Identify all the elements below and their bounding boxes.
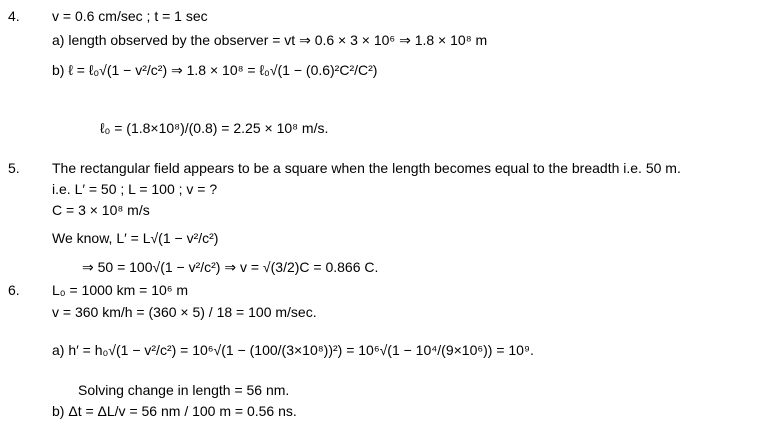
item6-line2: v = 360 km/h = (360 × 5) / 18 = 100 m/sec. — [52, 304, 317, 320]
item-number-5: 5. — [8, 160, 20, 176]
item5-line1: The rectangular field appears to be a square when the length becomes equal to the breadth i.e. 50 m. — [52, 160, 681, 176]
item6-line-a: a) h′ = h₀√(1 − v²/c²) = 10⁶√(1 − (100/(3×10⁸))²) = 10⁶√(1 − 10⁴/(9×10⁶)) = 10⁹. — [52, 342, 534, 358]
item5-line5: ⇒ 50 = 100√(1 − v²/c²) ⇒ v = √(3/2)C = 0.866 C. — [82, 259, 379, 275]
item5-line3: C = 3 × 10⁸ m/s — [52, 202, 150, 218]
item-number-6: 6. — [8, 282, 20, 298]
item5-line2: i.e. L′ = 50 ; L = 100 ; v = ? — [52, 181, 218, 197]
item4-line-a: a) length observed by the observer = vt ⇒ 0.6 × 3 × 10⁶ ⇒ 1.8 × 10⁸ m — [52, 32, 488, 48]
item6-line-b: b) Δt = ΔL/v = 56 nm / 100 m = 0.56 ns. — [52, 403, 297, 419]
item4-line1: v = 0.6 cm/sec ; t = 1 sec — [52, 8, 208, 24]
item6-line1: L₀ = 1000 km = 10⁶ m — [52, 282, 189, 298]
item6-line-solving: Solving change in length = 56 nm. — [78, 382, 290, 398]
item-number-4: 4. — [8, 8, 20, 24]
item4-line-b: b) ℓ = ℓ₀√(1 − v²/c²) ⇒ 1.8 × 10⁸ = ℓ₀√(1 − (0.6)²C²/C²) — [52, 62, 378, 78]
item4-line-l0: ℓ₀ = (1.8×10⁸)/(0.8) = 2.25 × 10⁸ m/s. — [100, 120, 329, 136]
item5-line4: We know, L′ = L√(1 − v²/c²) — [52, 230, 219, 246]
